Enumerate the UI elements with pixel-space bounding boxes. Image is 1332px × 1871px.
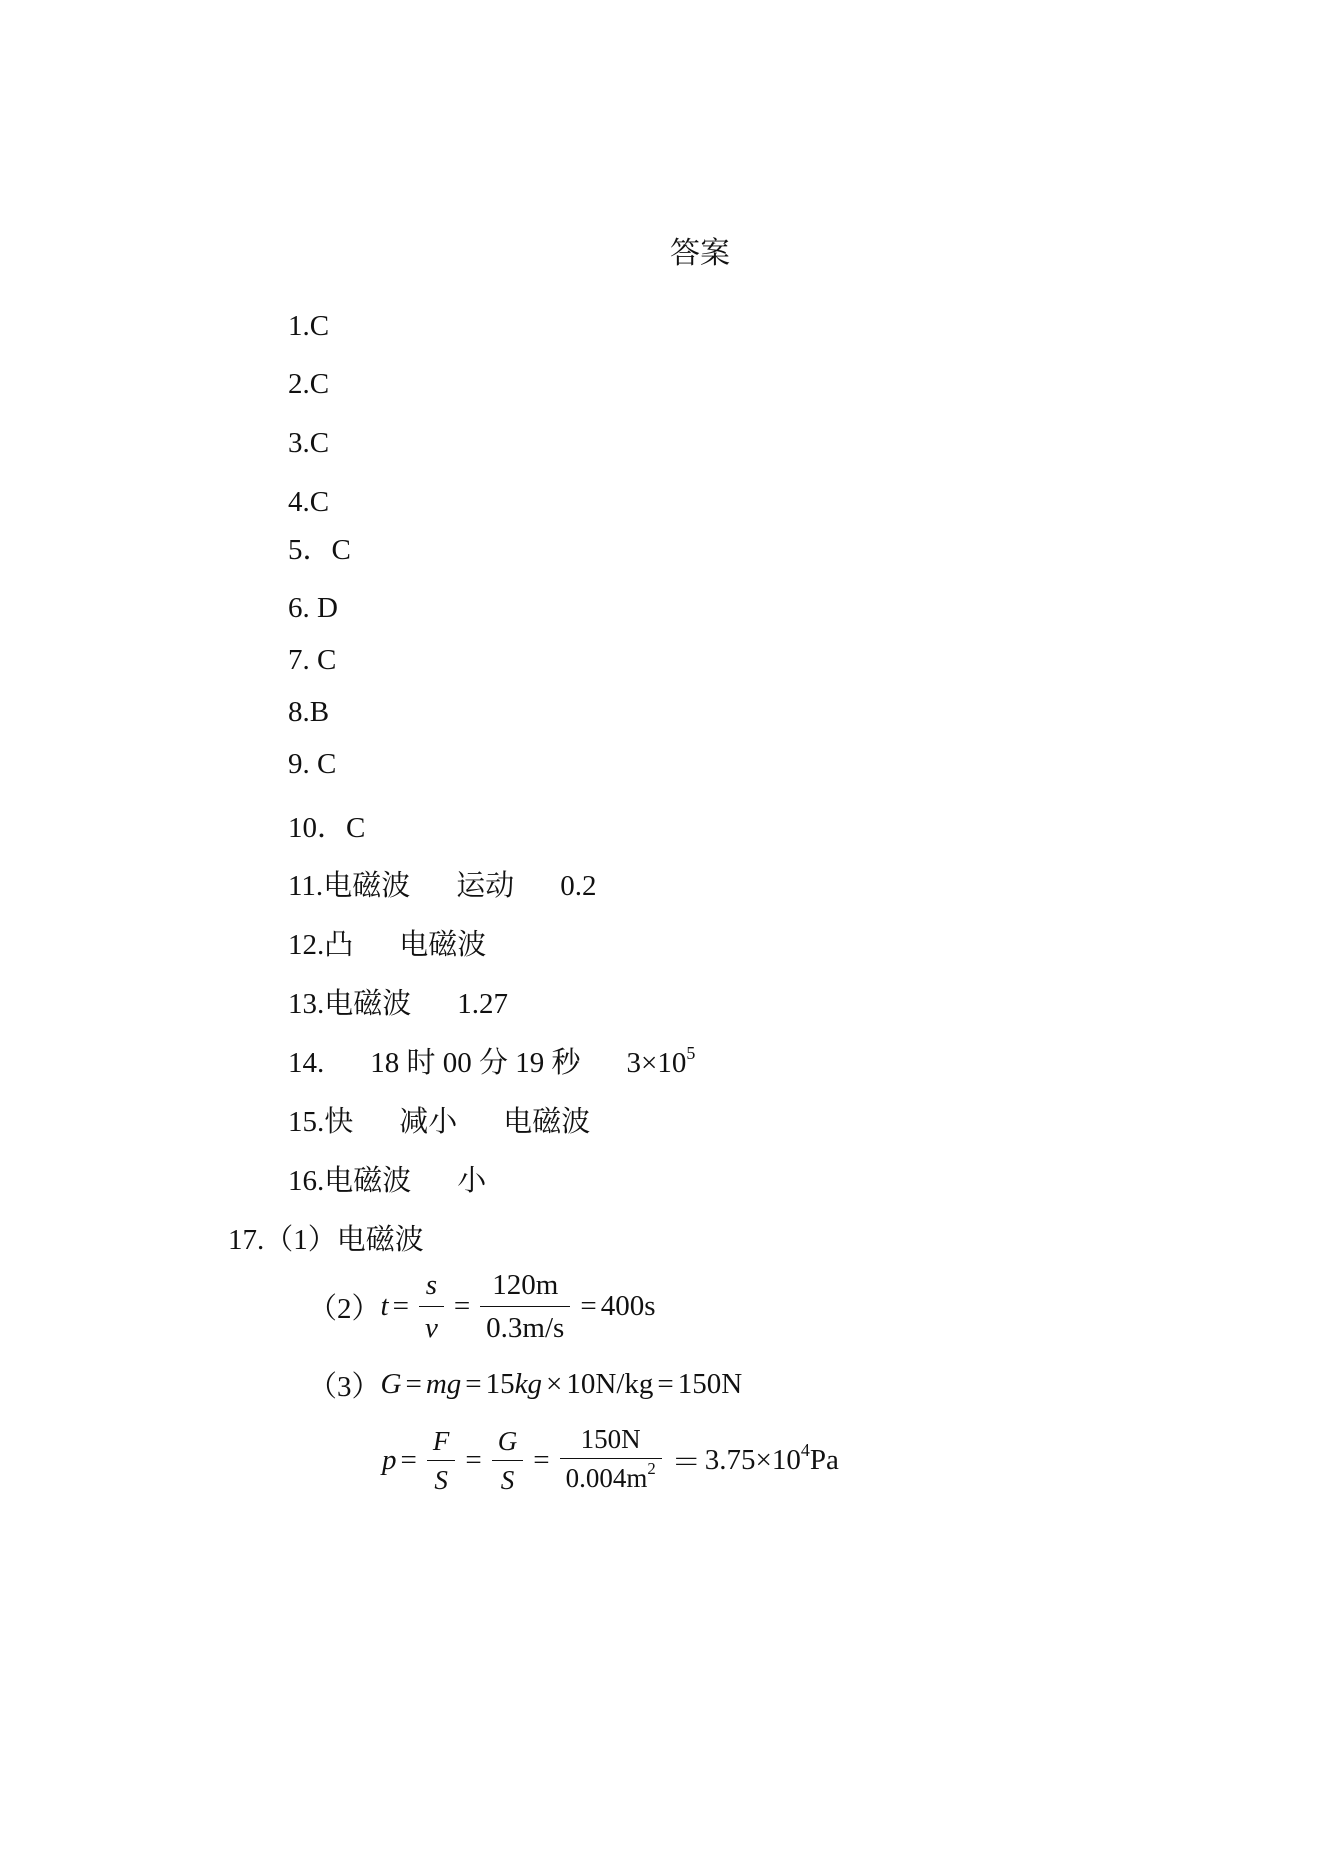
fraction-f-over-s: $\frac{F}{S}$: [427, 1426, 456, 1495]
time-variable: t: [380, 1290, 389, 1322]
answer-15-part-c: 电磁波: [503, 1106, 591, 1138]
answer-14-part-a: 18 时 00 分 19 秒: [370, 1047, 581, 1079]
answer-16-part-b: 小: [457, 1165, 487, 1197]
answer-10: 10．C: [288, 812, 366, 844]
page-title: 答案: [670, 237, 730, 270]
answer-5: 5．C: [288, 534, 351, 566]
time-result: 400s: [600, 1290, 656, 1322]
answer-17-pressure-formula: p = $\frac{F}{S}$ = $\frac{G}{S}$ = $\frac{150N}{0.004m^2}$ ＝ $3.75\times 10^4Pa$: [382, 1424, 839, 1495]
answer-15-number: 15.: [288, 1106, 325, 1138]
answer-6: 6. D: [288, 592, 338, 624]
fraction-distance-over-speed: $\frac{120m}{0.3m/s}$: [480, 1268, 570, 1345]
answer-8: 8.B: [288, 696, 330, 728]
answer-16: [288, 1163, 486, 1199]
answer-4: 4.C: [288, 486, 330, 518]
answer-11: [288, 868, 596, 904]
answer-11-part-b: 运动: [456, 870, 515, 902]
answer-16-number: 16.: [288, 1165, 325, 1197]
answer-17-part-3-formula: （3） G = mg = 15 kg × 10N/kg = 150N: [308, 1364, 742, 1404]
answer-15: [288, 1104, 590, 1140]
answer-15-part-a: 快: [324, 1106, 354, 1138]
weight-result: 150N: [677, 1367, 743, 1400]
pressure-result: $3.75\times 10^4Pa$: [704, 1439, 839, 1476]
fraction-force-over-area: $\frac{150N}{0.004m^2}$: [560, 1424, 662, 1497]
answer-17-part-2-label: （2）: [308, 1293, 381, 1325]
fraction-s-over-v: $\frac{s}{v}$: [419, 1268, 444, 1345]
answer-13: [288, 986, 508, 1022]
answer-12-part-a: 凸: [324, 929, 354, 961]
answer-11-part-a: 电磁波: [323, 870, 411, 902]
answer-3: 3.C: [288, 427, 330, 459]
answer-17-part-1: 17.（1）电磁波: [228, 1224, 424, 1256]
answer-12-number: 12.: [288, 929, 325, 961]
answer-14-part-b: $3\times 10^5$: [626, 1042, 696, 1079]
answer-14-number: 14.: [288, 1047, 325, 1079]
fraction-g-over-s: $\frac{G}{S}$: [492, 1426, 524, 1495]
answer-9: 9. C: [288, 748, 337, 780]
answer-13-number: 13.: [288, 988, 325, 1020]
answer-13-part-b: 1.27: [457, 988, 509, 1020]
answer-2: 2.C: [288, 368, 330, 400]
answer-14: [288, 1042, 696, 1084]
answer-17-part-2-formula: （2） t = $\frac{s}{v}$ = $\frac{120m}{0.3m/s}$ = 400s: [308, 1269, 656, 1344]
answer-12: [288, 927, 486, 963]
answer-11-part-c: 0.2: [560, 870, 597, 902]
answer-13-part-a: 电磁波: [324, 988, 412, 1020]
answer-15-part-b: 减小: [399, 1106, 458, 1138]
answer-12-part-b: 电磁波: [399, 929, 487, 961]
answer-1: 1.C: [288, 310, 330, 342]
answer-7: 7. C: [288, 644, 337, 676]
answer-11-number: 11.: [288, 870, 324, 902]
answer-17-part-3-label: （3）: [308, 1370, 381, 1403]
answer-16-part-a: 电磁波: [324, 1165, 412, 1197]
